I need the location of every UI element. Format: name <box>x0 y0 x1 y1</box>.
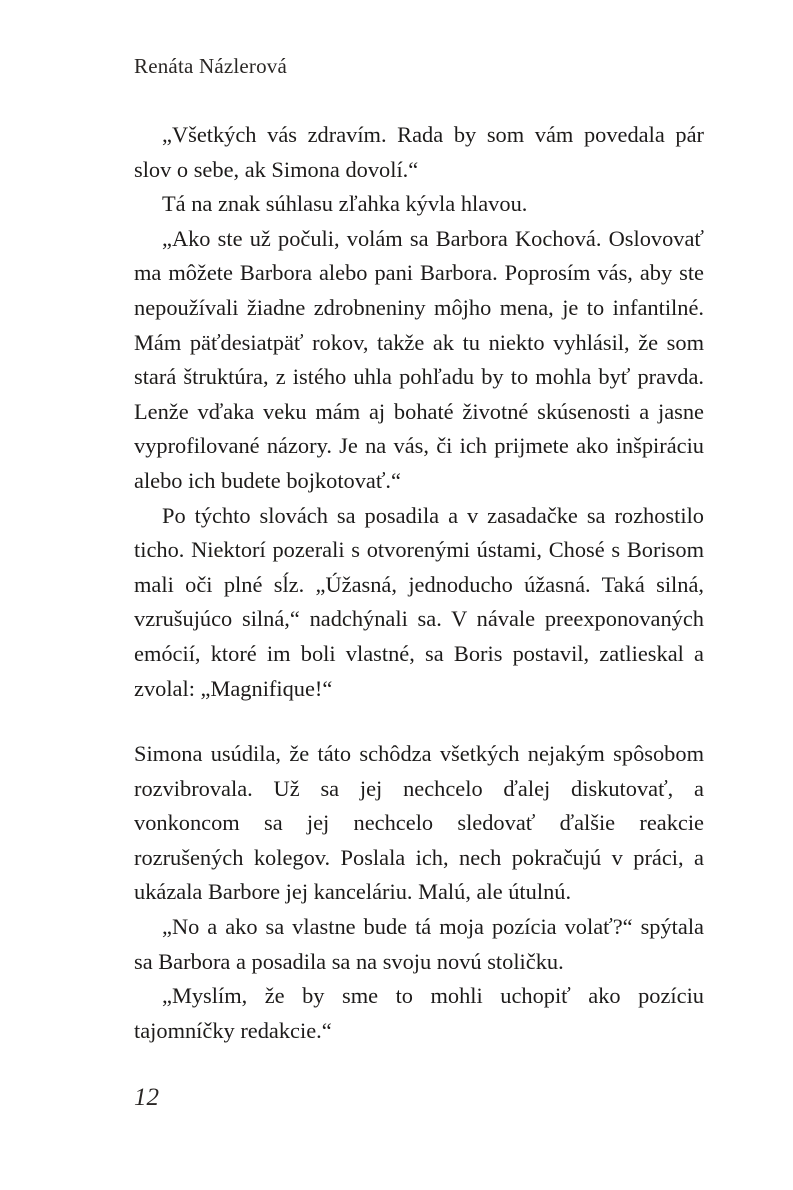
paragraph: „No a ako sa vlastne bude tá moja pozícia volať?“ spýtala sa Barbora a posadila sa na svoju novú stoličku. <box>134 913 704 974</box>
paragraph-section-start: Simona usúdila, že táto schôdza všetkých nejakým spôsobom rozvibrovala. Už sa jej nechcelo ďalej diskutovať, a vonkoncom sa jej nechcelo sledovať ďalšie reakcie rozrušených kolegov. Poslala ich, nech pokračujú v práci, a ukázala Barbore jej kanceláriu. Malú, ale útulnú. <box>134 741 704 905</box>
paragraph: „Ako ste už počuli, volám sa Barbora Kochová. Oslovovať ma môžete Barbora alebo pani Barbora. Poprosím vás, aby ste nepoužívali žiadne zdrobneniny môjho mena, je to infantilné. Mám päťdesiatpäť rokov, takže ak tu niekto vyhlásil, že som stará štruktúra, z istého uhla pohľadu by to mohla byť pravda. Lenže vďaka veku mám aj bohaté životné skúsenosti a jasne vyprofilované názory. Je na vás, či ich prijmete ako inšpiráciu alebo ich budete bojkotovať.“ <box>134 225 704 493</box>
paragraph: Tá na znak súhlasu zľahka kývla hlavou. <box>162 191 528 217</box>
text-block-first <box>134 118 704 706</box>
page-number: 12 <box>134 1084 159 1111</box>
running-head-author: Renáta Názlerová <box>134 54 288 78</box>
paragraph: Po týchto slovách sa posadila a v zasadačke sa rozhostilo ticho. Niektorí pozerali s otvorenými ústami, Chosé s Borisom mali oči plné sĺz. „Úžasná, jednoducho úžasná. Taká silná, vzrušujúco silná,“ nadchýnali sa. V návale preexponovaných emócií, ktoré im boli vlastné, sa Boris postavil, zatlieskal a zvolal: „Magnifique!“ <box>134 502 704 701</box>
paragraph: „Všetkých vás zdravím. Rada by som vám povedala pár slov o sebe, ak Simona dovolí.“ <box>134 122 704 182</box>
text-block-second <box>134 737 704 1048</box>
paragraph: „Myslím, že by sme to mohli uchopiť ako pozíciu tajomníčky redakcie.“ <box>134 983 704 1043</box>
